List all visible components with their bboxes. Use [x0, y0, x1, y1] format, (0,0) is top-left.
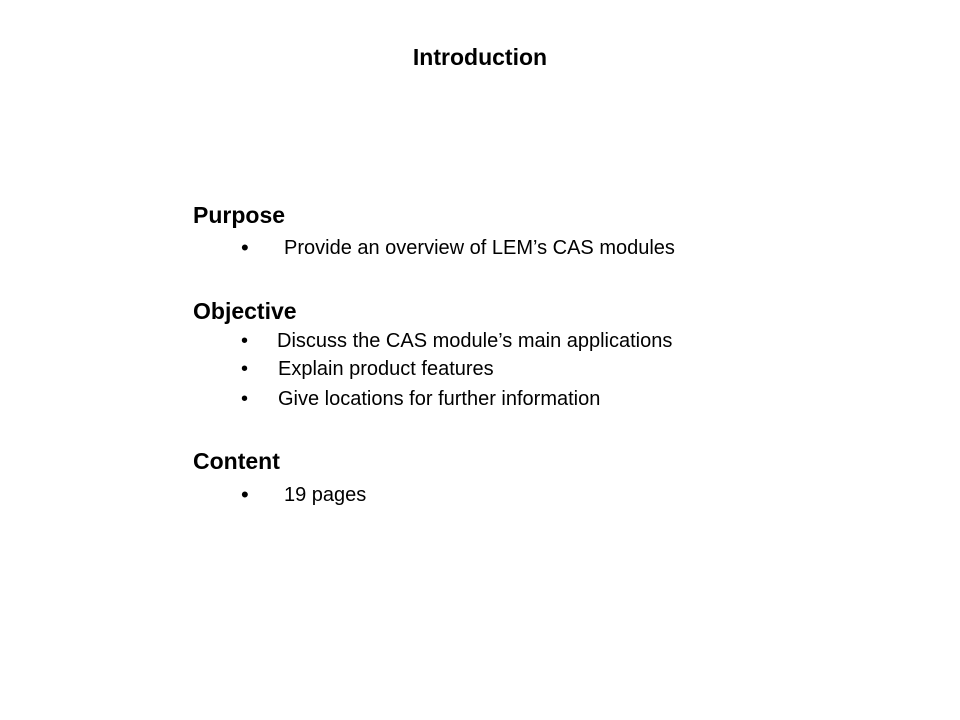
bullet-icon: • [241, 388, 249, 410]
list-item [241, 482, 367, 509]
slide-title: Introduction [412, 44, 548, 70]
purpose-item-text: Provide an overview of LEM’s CAS modules [284, 237, 675, 259]
purpose-heading: Purpose [193, 202, 286, 228]
bullet-icon: • [241, 482, 249, 507]
list-item [241, 386, 601, 412]
bullet-icon: • [241, 235, 249, 260]
bullet-icon: • [241, 330, 249, 352]
content-heading: Content [193, 448, 280, 474]
list-item [241, 356, 494, 382]
bullet-icon: • [241, 358, 249, 380]
objective-item-text: Explain product features [278, 358, 494, 380]
objective-item-text: Discuss the CAS module’s main applications [277, 330, 673, 352]
objective-item-text: Give locations for further information [278, 388, 601, 410]
list-item [241, 328, 673, 354]
list-item [241, 235, 675, 262]
objective-heading: Objective [193, 298, 297, 324]
content-item-text: 19 pages [284, 484, 367, 506]
